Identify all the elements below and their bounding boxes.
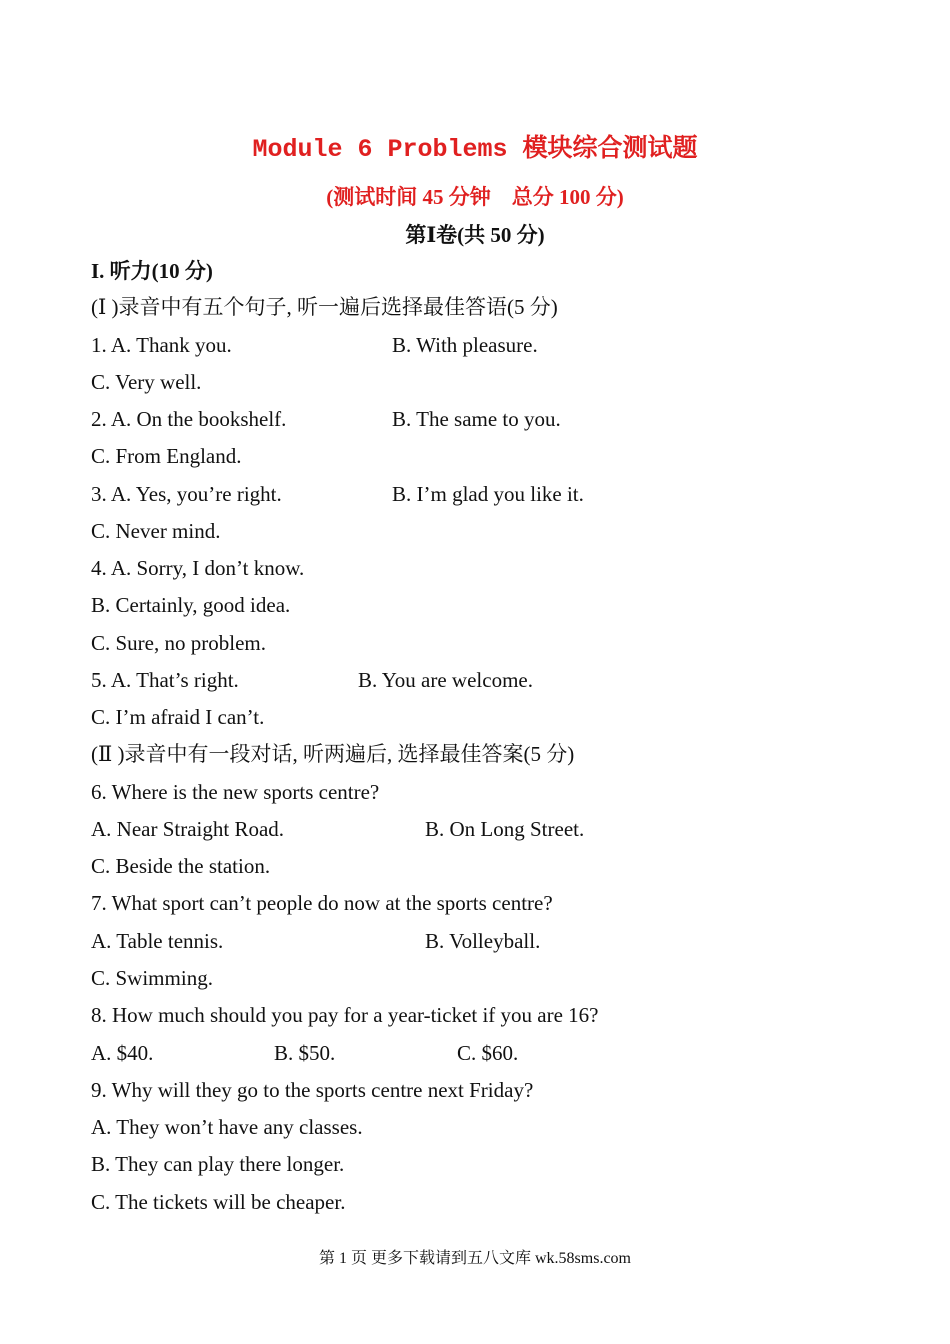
q8-option-a: A. $40. <box>91 1041 154 1065</box>
q2-option-c: C. From England. <box>91 444 242 468</box>
q8-option-c: C. $60. <box>457 1041 519 1065</box>
q1-option-c: C. Very well. <box>91 370 202 394</box>
q6-stem: 6. Where is the new sports centre? <box>91 780 380 804</box>
test-info: (测试时间 45 分钟 总分 100 分) <box>326 185 624 209</box>
q5-option-a: 5. A. That’s right. <box>91 668 239 692</box>
section-heading: I. 听力(10 分) <box>91 259 213 283</box>
q8-stem: 8. How much should you pay for a year-ticket if you are 16? <box>91 1003 599 1027</box>
q7-option-b: B. Volleyball. <box>425 929 541 953</box>
q1-option-a: 1. A. Thank you. <box>91 333 232 357</box>
q9-option-a: A. They won’t have any classes. <box>91 1115 363 1139</box>
q3-option-c: C. Never mind. <box>91 519 221 543</box>
q4-option-c: C. Sure, no problem. <box>91 631 266 655</box>
q1-option-b: B. With pleasure. <box>392 333 538 357</box>
q9-option-b: B. They can play there longer. <box>91 1152 345 1176</box>
page-title: Module 6 Problems 模块综合测试题 <box>252 135 698 164</box>
q7-stem: 7. What sport can’t people do now at the sports centre? <box>91 891 553 915</box>
q6-option-c: C. Beside the station. <box>91 854 271 878</box>
q9-option-c: C. The tickets will be cheaper. <box>91 1190 346 1214</box>
q5-option-b: B. You are welcome. <box>358 668 533 692</box>
q7-option-a: A. Table tennis. <box>91 929 224 953</box>
q2-option-a: 2. A. On the bookshelf. <box>91 407 287 431</box>
q9-stem: 9. Why will they go to the sports centre next Friday? <box>91 1078 534 1102</box>
q7-option-c: C. Swimming. <box>91 966 213 990</box>
part1-instruction: (Ⅰ )录音中有五个句子, 听一遍后选择最佳答语(5 分) <box>91 295 558 319</box>
q4-option-b: B. Certainly, good idea. <box>91 593 291 617</box>
q3-option-a: 3. A. Yes, you’re right. <box>91 482 282 506</box>
q6-option-b: B. On Long Street. <box>425 817 585 841</box>
part2-instruction: (Ⅱ )录音中有一段对话, 听两遍后, 选择最佳答案(5 分) <box>91 742 575 766</box>
q5-option-c: C. I’m afraid I can’t. <box>91 705 265 729</box>
q2-option-b: B. The same to you. <box>392 407 561 431</box>
q6-option-a: A. Near Straight Road. <box>91 817 285 841</box>
q3-option-b: B. I’m glad you like it. <box>392 482 584 506</box>
page-footer: 第 1 页 更多下载请到五八文库 wk.58sms.com <box>318 1250 631 1267</box>
q8-option-b: B. $50. <box>274 1041 336 1065</box>
q4-option-a: 4. A. Sorry, I don’t know. <box>91 556 305 580</box>
volume-heading: 第Ⅰ卷(共 50 分) <box>405 223 545 247</box>
